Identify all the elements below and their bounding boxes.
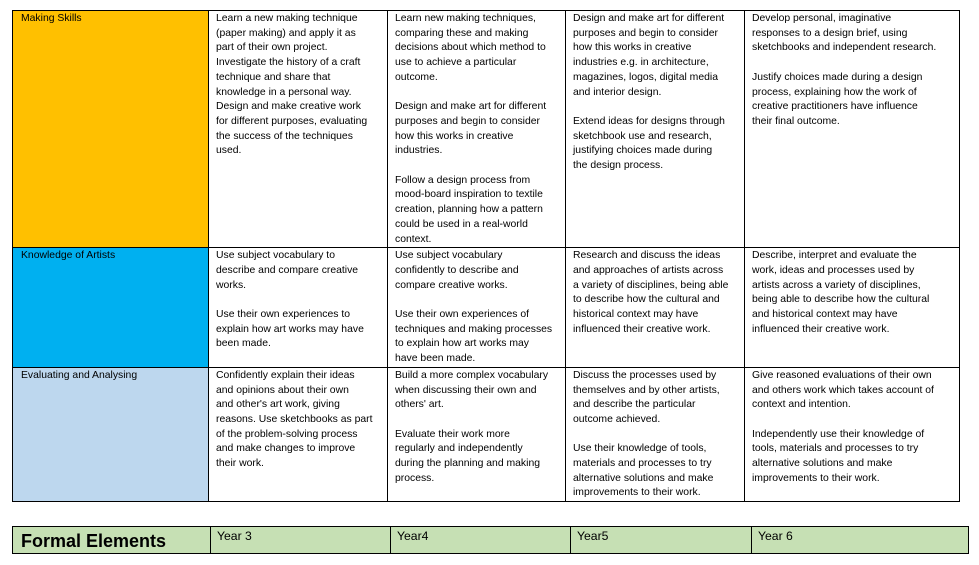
formal-elements-title: Formal Elements <box>13 527 211 554</box>
making-skills-row <box>13 11 960 248</box>
year-5-header: Year5 <box>571 527 752 554</box>
year-6-header: Year 6 <box>752 527 969 554</box>
paragraph: Use their own experiences of techniques and making processes to explain how art works may have been made. <box>395 309 553 365</box>
formal-elements-table <box>12 526 969 554</box>
evaluating-year4 <box>388 367 566 501</box>
evaluating-and-analysing-row <box>13 367 960 501</box>
year-3-header: Year 3 <box>211 527 391 554</box>
curriculum-table <box>12 10 960 502</box>
paragraph: Research and discuss the ideas and approaches of artists across a variety of disciplines, being able to describe how the cultural and historical context may have influenced their creative work. <box>573 250 729 335</box>
knowledge-year5 <box>566 248 745 368</box>
paragraph: Give reasoned evaluations of their own and others work which takes account of context and intention. <box>752 369 934 411</box>
paragraph: Design and make art for different purposes and begin to consider how this works in creative industries. <box>395 101 547 157</box>
making-skills-year3 <box>209 11 388 248</box>
knowledge-year3 <box>209 248 388 368</box>
paragraph: Use their knowledge of tools, materials and processes to try alternative solutions and make improvements to their work. <box>573 443 714 499</box>
paragraph: Describe, interpret and evaluate the work, ideas and processes used by artists across a variety of disciplines, being able to describe how the cultural and historical context may have influenced their creative work. <box>752 250 930 335</box>
knowledge-year4 <box>388 248 566 368</box>
evaluating-year3 <box>209 367 388 501</box>
paragraph: Confidently explain their ideas and opinions about their own and other's art work, giving reasons. Use sketchbooks as part of the problem-solving process and make changes to improve their work. <box>216 369 373 470</box>
paragraph: Extend ideas for designs through sketchbook use and research, justifying choices made during the design process. <box>573 115 725 172</box>
making-skills-year5 <box>566 11 745 248</box>
evaluating-year6 <box>745 367 960 501</box>
paragraph: Follow a design process from mood-board inspiration to textile creation, planning how a pattern could be used in a real-world context. <box>395 174 543 245</box>
knowledge-of-artists-label: Knowledge of Artists <box>13 248 209 368</box>
paragraph: Use subject vocabulary to describe and compare creative works. <box>216 250 359 291</box>
formal-elements-row <box>13 527 969 554</box>
paragraph: Justify choices made during a design process, explaining how the work of creative practitioners have influence their final outcome. <box>752 71 923 127</box>
knowledge-year6 <box>745 248 960 368</box>
year-4-header: Year4 <box>391 527 571 554</box>
making-skills-label: Making Skills <box>13 11 209 248</box>
paragraph: Develop personal, imaginative responses to a design brief, using sketchbooks and independent research. <box>752 13 937 54</box>
evaluating-and-analysing-label: Evaluating and Analysing <box>13 367 209 501</box>
paragraph: Independently use their knowledge of tools, materials and processes to try alternative solutions and make improvements to their work. <box>752 428 925 484</box>
making-skills-year4 <box>388 11 566 248</box>
paragraph: Use subject vocabulary confidently to describe and compare creative works. <box>395 250 519 291</box>
paragraph: Evaluate their work more regularly and independently during the planning and making process. <box>395 428 540 484</box>
paragraph: Build a more complex vocabulary when discussing their own and others' art. <box>395 369 549 411</box>
making-skills-year6 <box>745 11 960 248</box>
paragraph: Learn new making techniques, comparing these and making decisions about which method to use to achieve a particular outcome. <box>395 13 546 83</box>
knowledge-of-artists-row <box>13 248 960 368</box>
paragraph: Learn a new making technique (paper making) and apply it as part of their own project. Investigate the history of a craft technique and share that knowledge in a personal way. Design and make creative work for different purposes, evaluating the success of the techniques used. <box>216 13 368 157</box>
paragraph: Design and make art for different purposes and begin to consider how this works in creative industries e.g. in architecture, magazines, logos, digital media and interior design. <box>573 13 725 98</box>
evaluating-year5 <box>566 367 745 501</box>
paragraph: Discuss the processes used by themselves and by other artists, and describe the particular outcome achieved. <box>573 369 720 425</box>
paragraph: Use their own experiences to explain how art works may have been made. <box>216 309 364 350</box>
